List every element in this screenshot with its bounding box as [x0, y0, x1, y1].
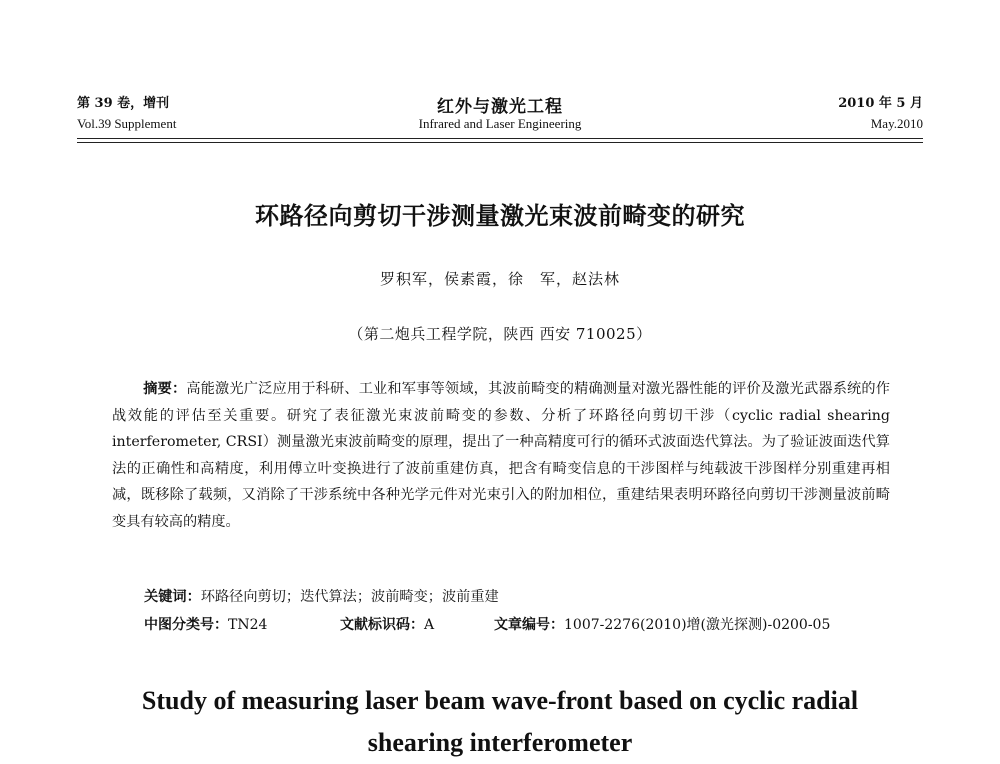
article-no-value: 1007-2276(2010)增(激光探测)-0200-05: [564, 617, 831, 633]
paper-title-en: [0, 680, 1000, 764]
document-code: [340, 614, 434, 634]
keywords: [144, 586, 499, 606]
keywords-label: 关键词：: [144, 589, 201, 605]
author-affiliation: （第二炮兵工程学院，陕西 西安 710025）: [348, 325, 652, 343]
header-rule-bottom: [77, 142, 923, 143]
journal-name-en: Infrared and Laser Engineering: [418, 116, 582, 131]
abstract: [112, 376, 890, 535]
keywords-text: 环路径向剪切；迭代算法；波前畸变；波前重建: [200, 589, 499, 605]
header-rule-top: [77, 138, 923, 139]
paper-title-en-line2: shearing interferometer: [367, 728, 633, 757]
paper-title-cn: 环路径向剪切干涉测量激光束波前畸变的研究: [255, 202, 745, 230]
volume-en: Vol.39 Supplement: [77, 116, 177, 131]
clc-value: TN24: [228, 617, 268, 633]
article-no-label: 文章编号：: [494, 617, 564, 633]
doc-code-label: 文献标识码：: [340, 617, 424, 633]
issue-date-en: May.2010: [870, 116, 923, 131]
running-header-en: [77, 116, 923, 136]
clc-label: 中图分类号：: [144, 617, 228, 633]
doc-code-value: A: [424, 617, 435, 633]
abstract-label: 摘要：: [143, 381, 187, 397]
volume-cn: 第 39 卷，增刊: [77, 96, 170, 111]
abstract-text: 高能激光广泛应用于科研、工业和军事等领域，其波前畸变的精确测量对激光器性能的评价及激光武器系统的作战效能的评估至关重要。研究了表征激光束波前畸变的参数、分析了环路径向剪切干涉（cyclic radial shearing interferometer, CRSI）测量激光束波前畸变的原理，提出了一种高精度可行的循环式波面迭代算法。为了验证波面迭代算法的正确性和高精度，利用傅立叶变换进行了波前重建仿真，把含有畸变信息的干涉图样与纯载波干涉图样分别重建再相减，既移除了载频，又消除了干涉系统中各种光学元件对光束引入的附加相位，重建结果表明环路径向剪切干涉测量波前畸变具有较高的精度。: [112, 381, 890, 530]
clc-number: [144, 614, 267, 634]
author-list: 罗积军，侯素霞，徐 军，赵法林: [379, 270, 620, 288]
paper-title-en-line1: Study of measuring laser beam wave-front based on cyclic radial: [141, 686, 859, 715]
article-number: [494, 614, 830, 634]
issue-date-cn: 2010 年 5 月: [838, 96, 923, 111]
running-header-cn: [77, 92, 923, 116]
journal-name-cn: 红外与激光工程: [437, 97, 563, 117]
